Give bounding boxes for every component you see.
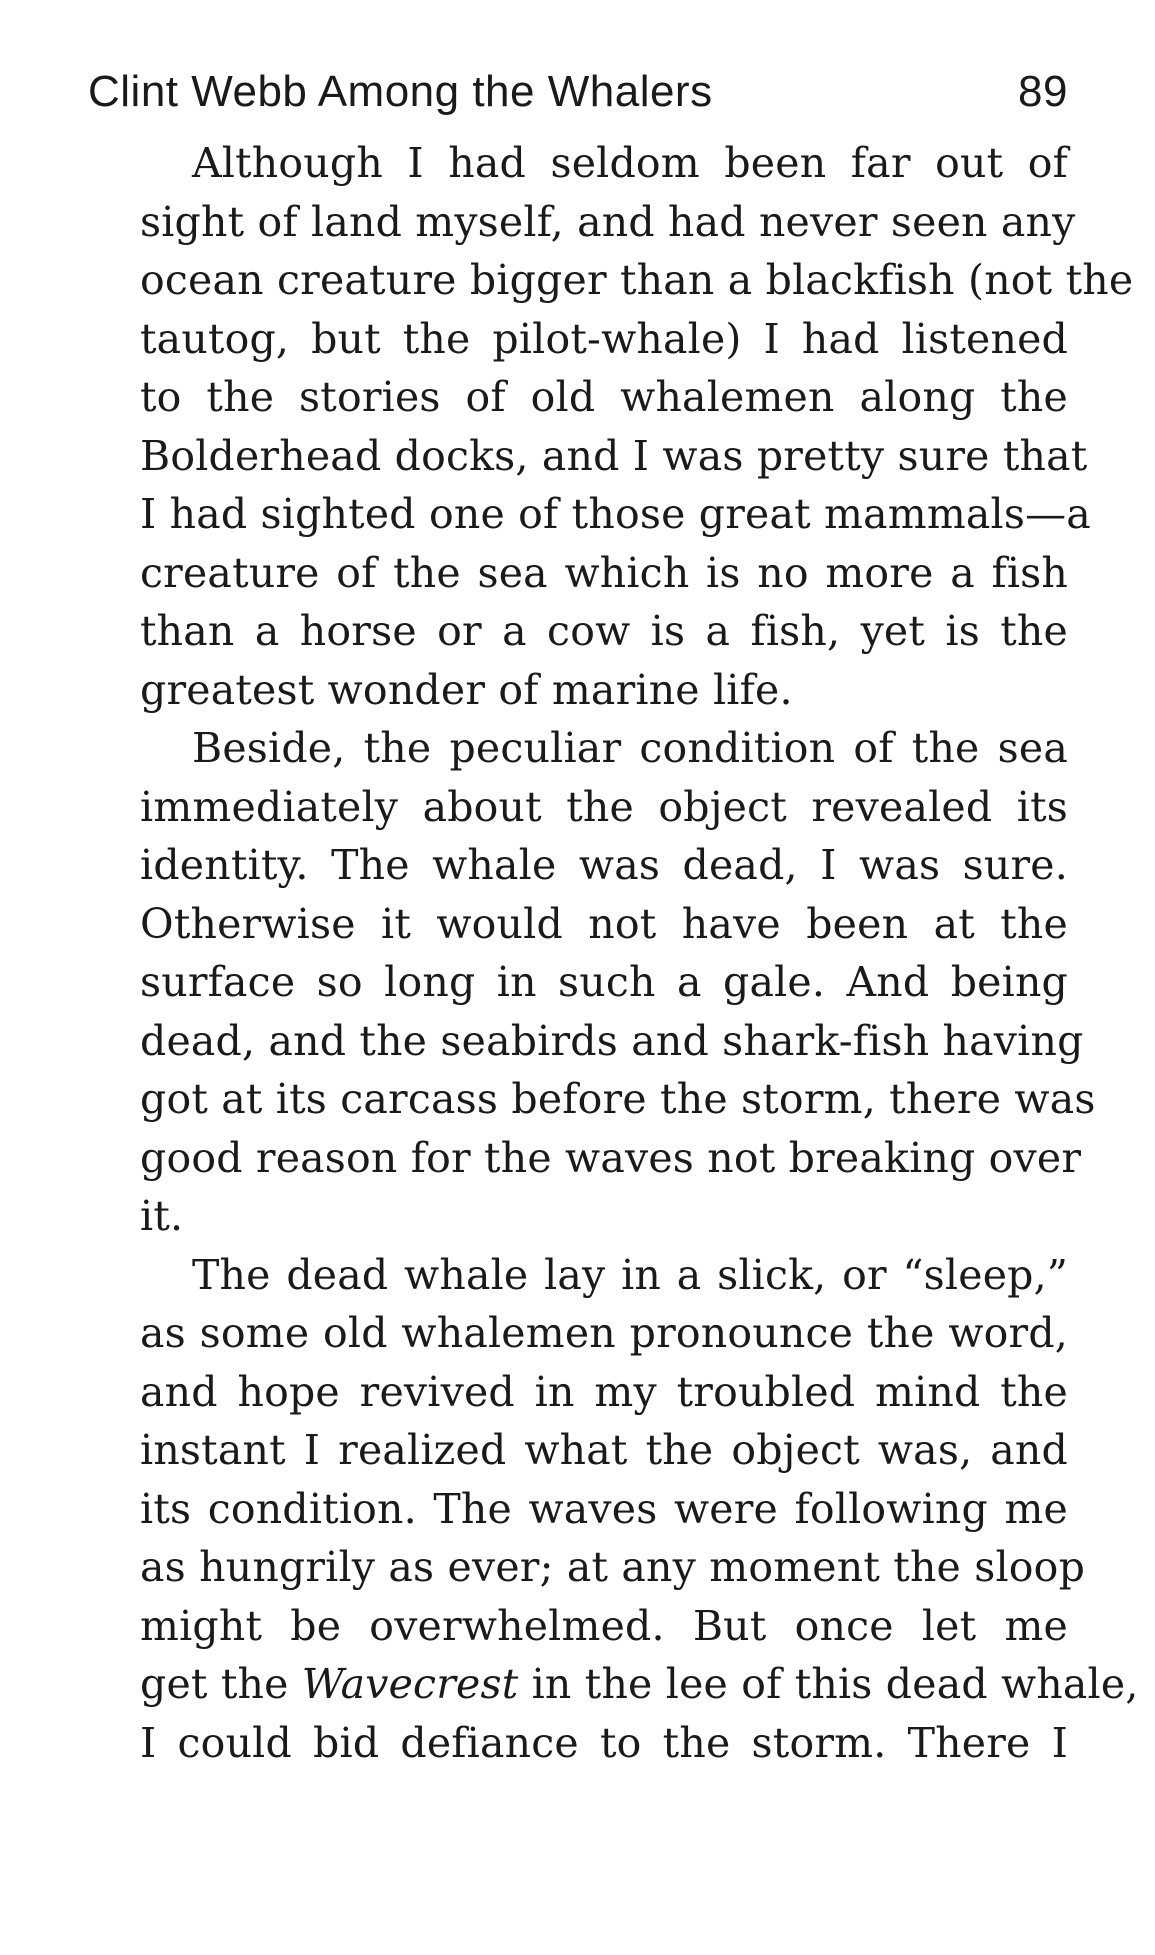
text-line: to the stories of old whalemen along the	[140, 373, 1068, 421]
text-line: surface so long in such a gale. And being	[140, 958, 1068, 1006]
page-number: 89	[1018, 67, 1068, 116]
paragraph-1	[88, 134, 1134, 719]
text-line: greatest wonder of marine life.	[140, 665, 793, 714]
text-line: and hope revived in my troubled mind the	[140, 1367, 1068, 1416]
text-line: dead, and the seabirds and shark-fish having	[140, 1016, 1084, 1065]
text-before-ship-name: get the	[140, 1660, 302, 1708]
page-header	[88, 62, 1068, 122]
text-line: I could bid defiance to the storm. There I	[140, 1718, 1068, 1767]
text-line: instant I realized what the object was, and	[140, 1426, 1068, 1474]
text-line: ocean creature bigger than a blackfish (not the	[140, 256, 1134, 304]
text-after-ship-name: in the lee of this dead whale,	[518, 1660, 1139, 1708]
text-line: as some old whalemen pronounce the word,	[140, 1309, 1068, 1357]
text-line: Otherwise it would not have been at the	[140, 899, 1068, 948]
text-line: Although I had seldom been far out of	[192, 139, 1068, 187]
body-text	[88, 134, 1139, 1772]
text-line: Bolderhead docks, and I was pretty sure that	[140, 431, 1088, 480]
text-line: good reason for the waves not breaking over	[140, 1133, 1082, 1182]
text-line: identity. The whale was dead, I was sure.	[140, 841, 1068, 889]
text-line: sight of land myself, and had never seen any	[140, 197, 1076, 246]
text-line: creature of the sea which is no more a fish	[140, 548, 1068, 597]
book-page	[88, 62, 1139, 1772]
text-line: it.	[140, 1192, 184, 1240]
text-line: I had sighted one of those great mammals—a	[140, 490, 1091, 538]
text-line-with-ship-name	[88, 1655, 1139, 1714]
text-line: got at its carcass before the storm, there was	[140, 1075, 1096, 1123]
text-line: its condition. The waves were following me	[140, 1484, 1068, 1533]
text-line: tautog, but the pilot-whale) I had listened	[140, 314, 1068, 363]
text-line: as hungrily as ever; at any moment the sloop	[140, 1543, 1086, 1591]
ship-name: Wavecrest	[301, 1660, 519, 1708]
text-line: might be overwhelmed. But once let me	[140, 1601, 1068, 1650]
running-title: Clint Webb Among the Whalers	[88, 67, 713, 116]
text-line: Beside, the peculiar condition of the sea	[192, 724, 1068, 772]
text-line: than a horse or a cow is a fish, yet is the	[140, 607, 1068, 655]
paragraph-2	[88, 719, 1096, 1246]
text-line: The dead whale lay in a slick, or “sleep,”	[192, 1250, 1068, 1299]
paragraph-3	[88, 1246, 1139, 1773]
text-line: immediately about the object revealed its	[140, 782, 1068, 831]
